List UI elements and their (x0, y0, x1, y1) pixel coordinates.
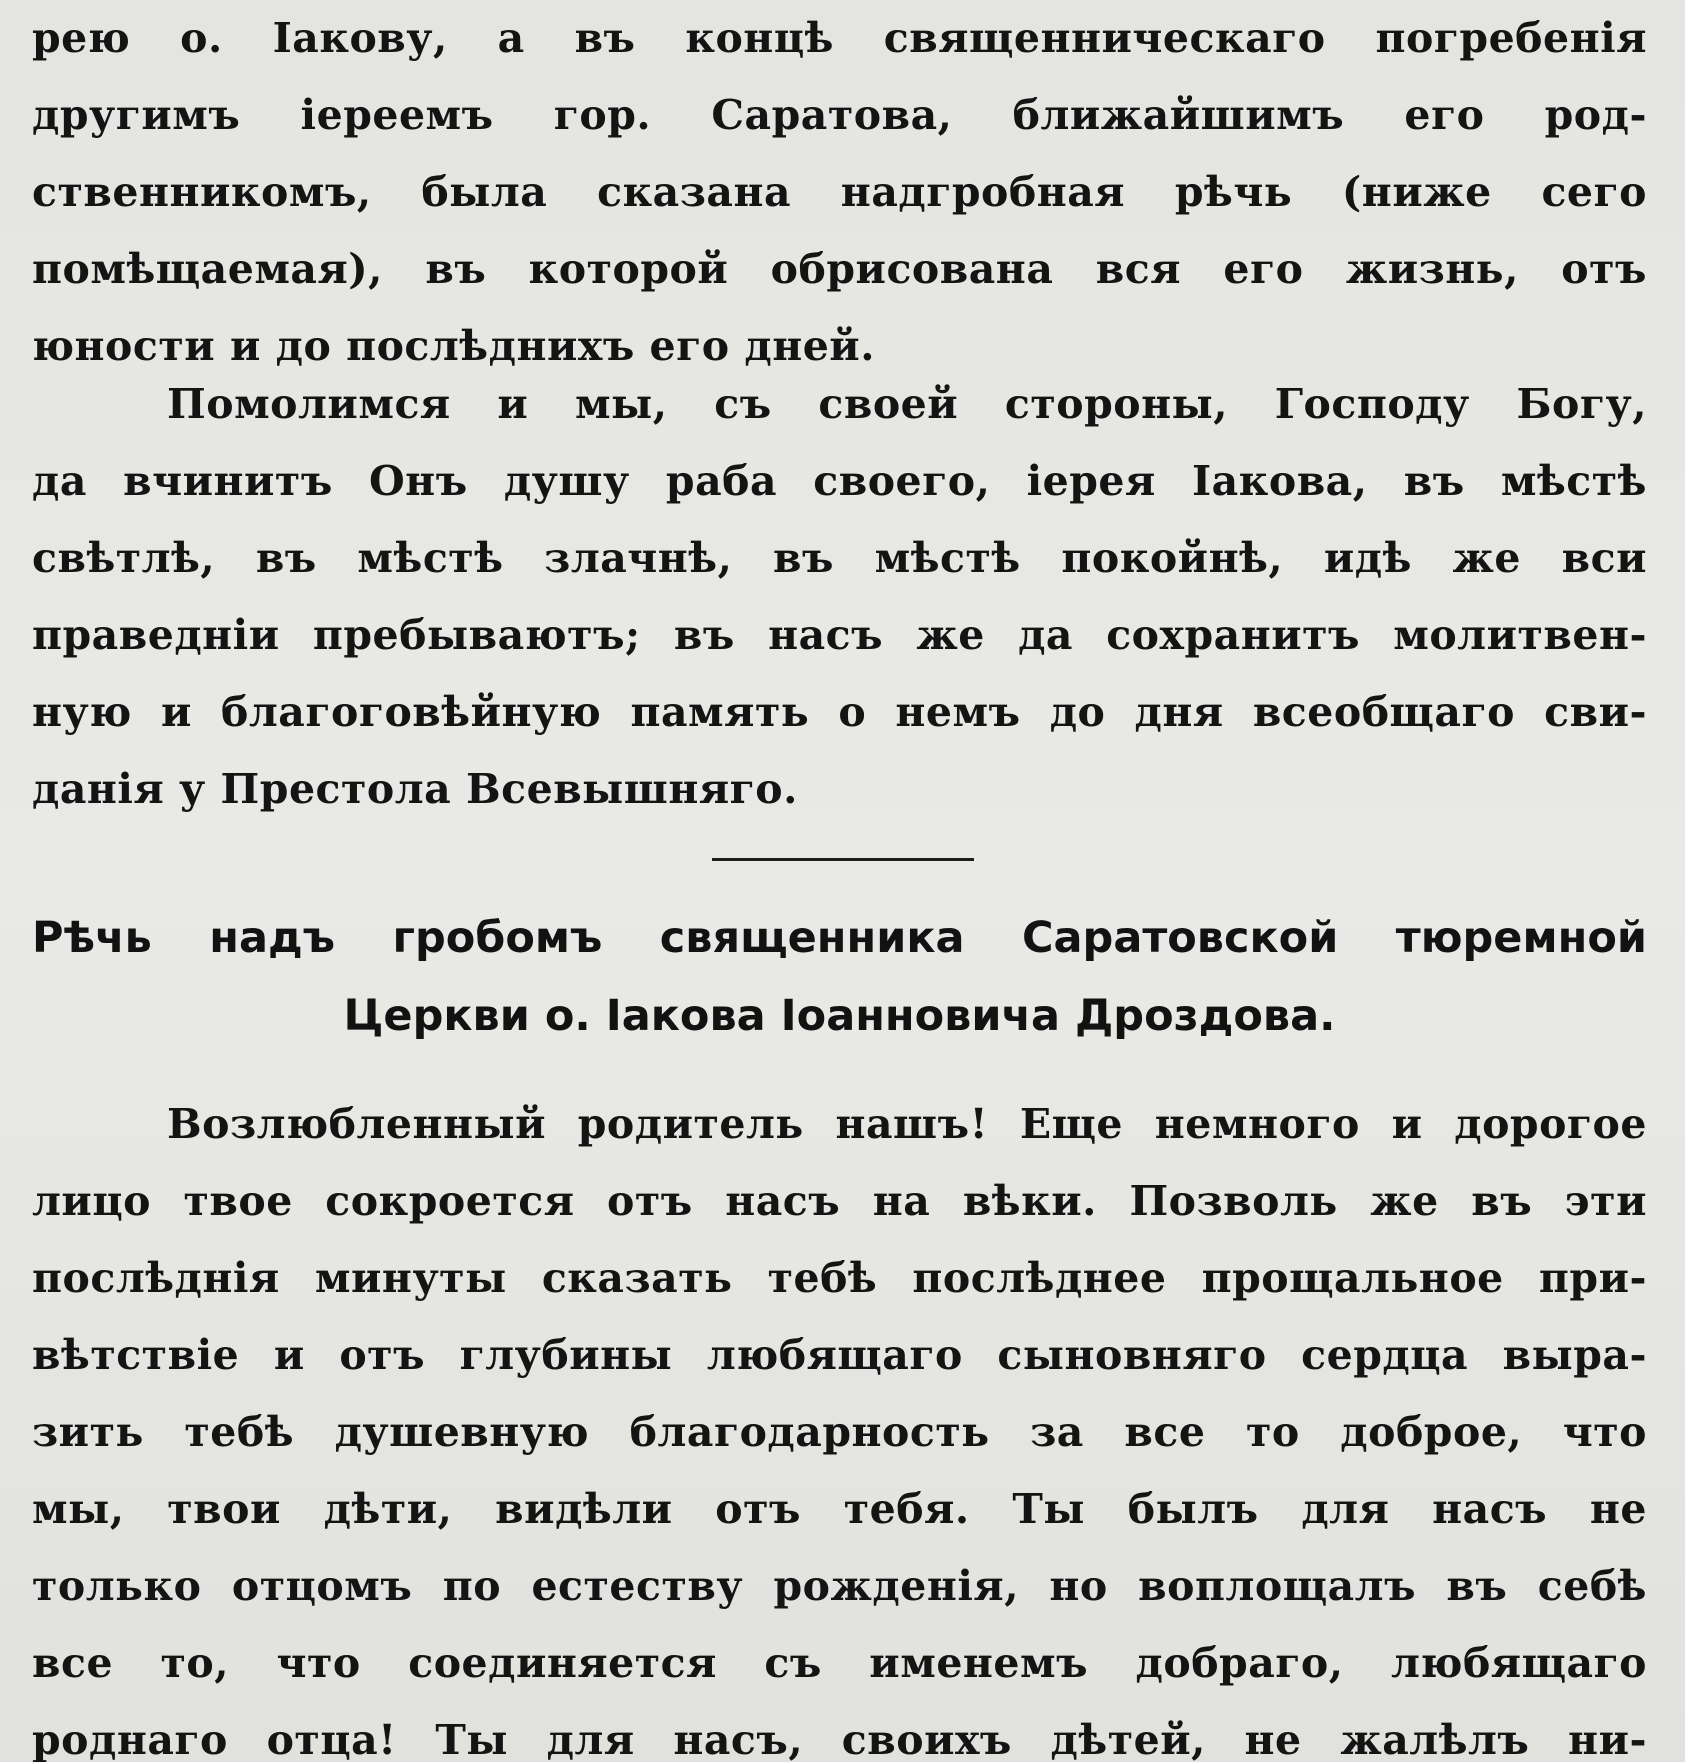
paragraph-1 (32, 0, 1647, 385)
text-line: свѣтлѣ, въ мѣстѣ злачнѣ, въ мѣстѣ покойнѣ, идѣ же вси (32, 534, 1647, 582)
text-line: только отцомъ по естеству рожденія, но воплощалъ въ себѣ (32, 1562, 1647, 1610)
text-line: помѣщаемая), въ которой обрисована вся его жизнь, отъ (32, 245, 1647, 293)
text-line: вѣтствіе и отъ глубины любящаго сыновняго сердца выра- (32, 1331, 1647, 1379)
section-heading-line-2: Церкви о. Іакова Іоанновича Дроздова. (343, 991, 1336, 1041)
text-line: лицо твое сокроется отъ насъ на вѣки. Позволь же въ эти (32, 1177, 1647, 1225)
text-line: Помолимся и мы, съ своей стороны, Господу Богу, (167, 380, 1647, 428)
text-line: праведніи пребываютъ; въ насъ же да сохранитъ молитвен- (32, 611, 1647, 659)
paragraph-2 (32, 366, 1647, 828)
text-line: мы, твои дѣти, видѣли отъ тебя. Ты былъ для насъ не (32, 1485, 1647, 1533)
text-line: роднаго отца! Ты для насъ, своихъ дѣтей, не жалѣлъ ни- (32, 1716, 1647, 1762)
text-line: ную и благоговѣйную память о немъ до дня всеобщаго сви- (32, 688, 1647, 736)
text-line: да вчинитъ Онъ душу раба своего, іерея Іакова, въ мѣстѣ (32, 457, 1647, 505)
paragraph-3 (32, 1086, 1647, 1762)
text-line: Возлюбленный родитель нашъ! Еще немного и дорогое (167, 1100, 1647, 1148)
text-line: все то, что соединяется съ именемъ добраго, любящаго (32, 1639, 1647, 1687)
section-divider (712, 858, 974, 861)
text-line: данія у Престола Всевышняго. (32, 765, 798, 813)
text-line: рею о. Іакову, а въ концѣ священническаго погребенія (32, 14, 1647, 62)
text-line: послѣднія минуты сказать тебѣ послѣднее прощальное при- (32, 1254, 1647, 1302)
text-line: ственникомъ, была сказана надгробная рѣчь (ниже сего (32, 168, 1647, 216)
text-line: юности и до послѣднихъ его дней. (32, 322, 875, 370)
text-line: другимъ іереемъ гор. Саратова, ближайшимъ его род- (32, 91, 1647, 139)
section-heading-line-1: Рѣчь надъ гробомъ священника Саратовской тюремной (32, 913, 1647, 963)
text-line: зить тебѣ душевную благодарность за все то доброе, что (32, 1408, 1647, 1456)
